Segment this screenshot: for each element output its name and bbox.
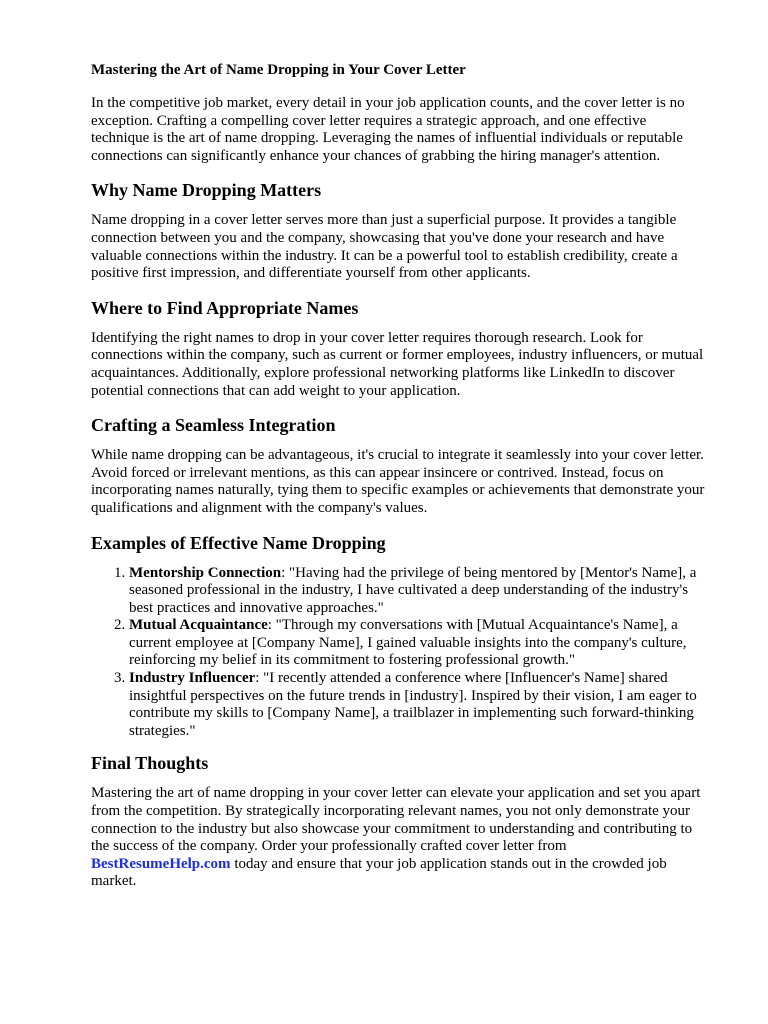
section-heading-examples: Examples of Effective Name Dropping xyxy=(91,532,386,553)
example-text: : "Having had the privilege of being mentored by [Mentor's Name], a seasoned professional in the industry, I have cultivated a deep understanding of the industry's best practices and innovative approaches." xyxy=(129,564,697,616)
section-body-where: Identifying the right names to drop in your cover letter requires thorough research. Look for connections within the company, such as current or former employees, industry influencers, or mutual acquaintances. Additionally, explore professional networking platforms like LinkedIn to discover potential connections that can add weight to your application. xyxy=(91,329,704,399)
section-body-final xyxy=(91,785,706,891)
document-title: Mastering the Art of Name Dropping in Your Cover Letter xyxy=(91,62,466,78)
example-label: Mentorship Connection xyxy=(129,564,282,581)
bestresumehelp-link[interactable]: BestResumeHelp.com xyxy=(91,855,231,872)
section-heading-where: Where to Find Appropriate Names xyxy=(91,297,359,318)
list-item xyxy=(129,565,706,618)
section-body-crafting: While name dropping can be advantageous, it's crucial to integrate it seamlessly into your cover letter. Avoid forced or irrelevant mentions, as this can appear insincere or contrived. Instead, focus on incorporating names naturally, tying them to specific examples or achievements that demonstrate your qualifications and alignment with the company's values. xyxy=(91,447,705,516)
section-heading-crafting: Crafting a Seamless Integration xyxy=(91,415,336,436)
example-text: : "I recently attended a conference where [Influencer's Name] shared insightful perspectives on the future trends in [industry]. Inspired by their vision, I am eager to contribute my skills to [Company Name], a trailblazer in implementing such forward-thinking strategies." xyxy=(129,670,697,739)
final-body-text: Mastering the art of name dropping in your cover letter can elevate your application and set you apart from the competition. By strategically incorporating relevant names, you not only demonstrate your connection to the industry but also showcase your commitment to understanding and contributing to the success of the company. Order your professionally crafted cover letter from xyxy=(91,785,701,855)
section-heading-final: Final Thoughts xyxy=(91,753,209,774)
list-item xyxy=(129,617,706,670)
section-body-why: Name dropping in a cover letter serves more than just a superficial purpose. It provides a tangible connection between you and the company, showcasing that you've done your research and have valuable connections within the industry. It can be a powerful tool to establish credibility, create a positive first impression, and differentiate yourself from other applicants. xyxy=(91,212,678,282)
example-text: : "Through my conversations with [Mutual Acquaintance's Name], a current employee at [Company Name], I gained valuable insights into the company's culture, reinforcing my belief in its commitment to fostering professional growth." xyxy=(129,617,687,669)
final-body-tail: today and ensure that your job application stands out in the crowded job market. xyxy=(91,855,667,890)
list-item xyxy=(129,670,706,740)
intro-paragraph: In the competitive job market, every detail in your job application counts, and the cover letter is no exception. Crafting a compelling cover letter requires a strategic approach, and one effective technique is the art of name dropping. Leveraging the names of influential individuals or reputable connections can significantly enhance your chances of grabbing the hiring manager's attention. xyxy=(91,95,685,164)
examples-list xyxy=(91,565,706,741)
example-label: Industry Influencer xyxy=(129,670,256,687)
example-label: Mutual Acquaintance xyxy=(129,617,268,634)
section-heading-why: Why Name Dropping Matters xyxy=(91,180,322,201)
